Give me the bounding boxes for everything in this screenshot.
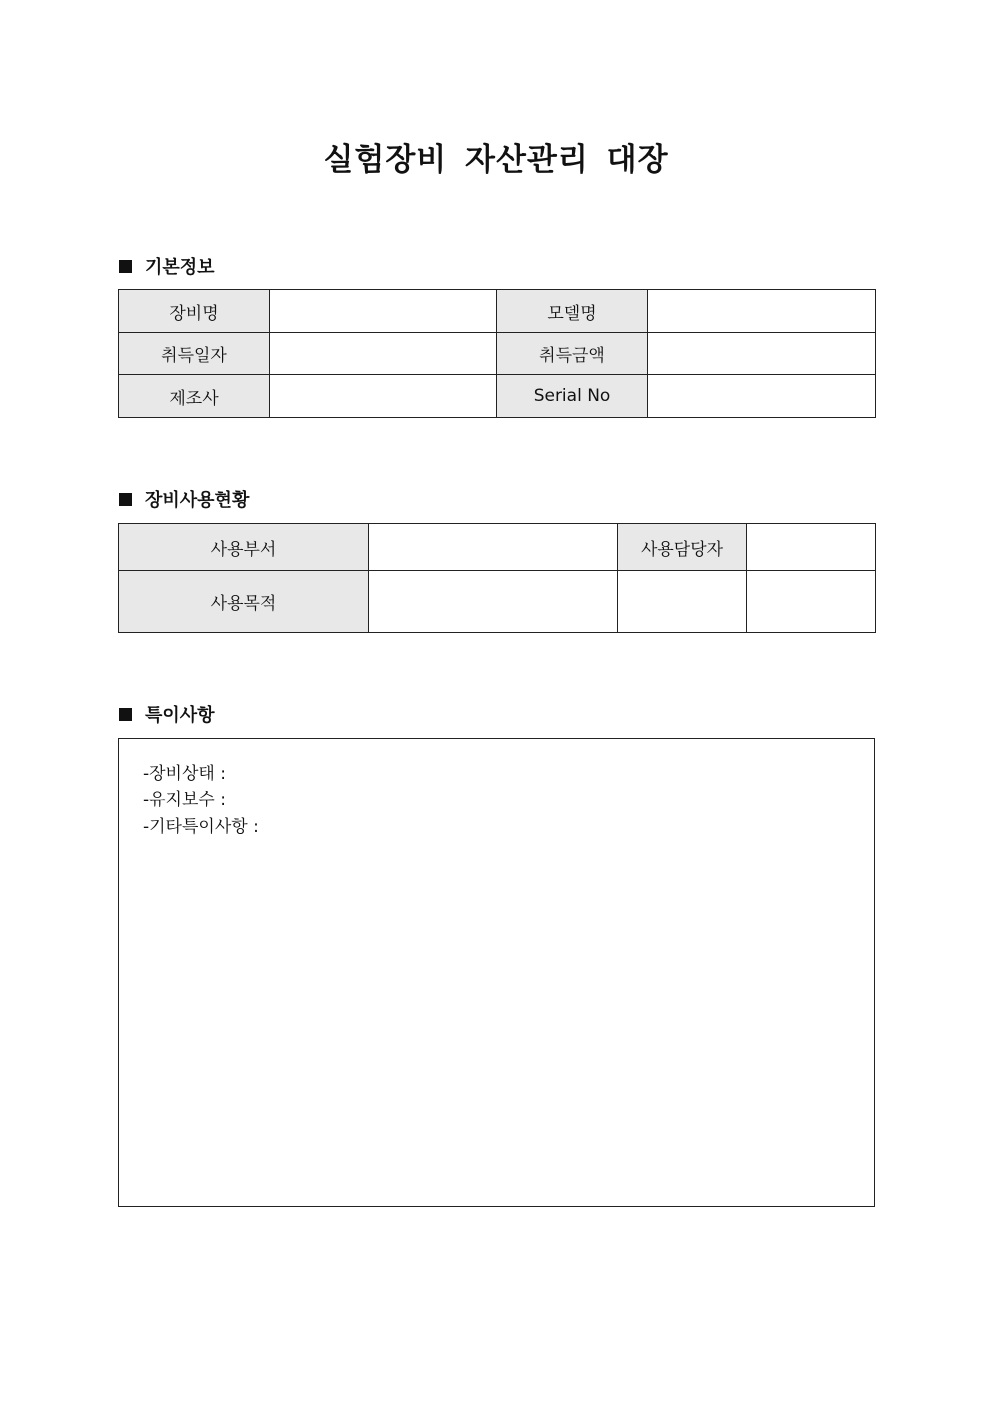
acquisition-date-field[interactable] (270, 333, 497, 375)
section-heading-label: 장비사용현황 (145, 490, 250, 511)
purpose-label: 사용목적 (119, 571, 369, 633)
section-heading-basic (119, 253, 215, 279)
acquisition-amount-label: 취득금액 (497, 333, 648, 375)
other-notes-line: -기타특이사항 : (143, 817, 259, 837)
section-heading-label: 기본정보 (145, 257, 215, 278)
square-bullet-icon (119, 493, 132, 506)
serial-no-label: Serial No (497, 375, 648, 418)
department-label: 사용부서 (119, 524, 369, 571)
purpose-extra-cell-1[interactable] (618, 571, 747, 633)
equipment-name-field[interactable] (270, 290, 497, 333)
manager-field[interactable] (747, 524, 876, 571)
serial-no-field[interactable] (648, 375, 876, 418)
acquisition-amount-field[interactable] (648, 333, 876, 375)
table-row (119, 333, 876, 375)
manufacturer-field[interactable] (270, 375, 497, 418)
department-field[interactable] (369, 524, 618, 571)
usage-table (118, 523, 876, 633)
basic-info-table (118, 289, 876, 418)
square-bullet-icon (119, 260, 132, 273)
manager-label: 사용담당자 (618, 524, 747, 571)
table-row (119, 375, 876, 418)
table-row (119, 524, 876, 571)
notes-box[interactable] (118, 738, 875, 1207)
equipment-status-line: -장비상태 : (143, 764, 226, 784)
acquisition-date-label: 취득일자 (119, 333, 270, 375)
purpose-field[interactable] (369, 571, 618, 633)
table-row (119, 290, 876, 333)
section-heading-label: 특이사항 (145, 705, 215, 726)
section-heading-usage (119, 486, 249, 512)
square-bullet-icon (119, 708, 132, 721)
model-name-label: 모델명 (497, 290, 648, 333)
table-row (119, 571, 876, 633)
manufacturer-label: 제조사 (119, 375, 270, 418)
equipment-name-label: 장비명 (119, 290, 270, 333)
model-name-field[interactable] (648, 290, 876, 333)
maintenance-line: -유지보수 : (143, 790, 226, 810)
page-title: 실험장비 자산관리 대장 (323, 142, 669, 178)
purpose-extra-cell-2[interactable] (747, 571, 876, 633)
section-heading-notes (119, 701, 215, 727)
